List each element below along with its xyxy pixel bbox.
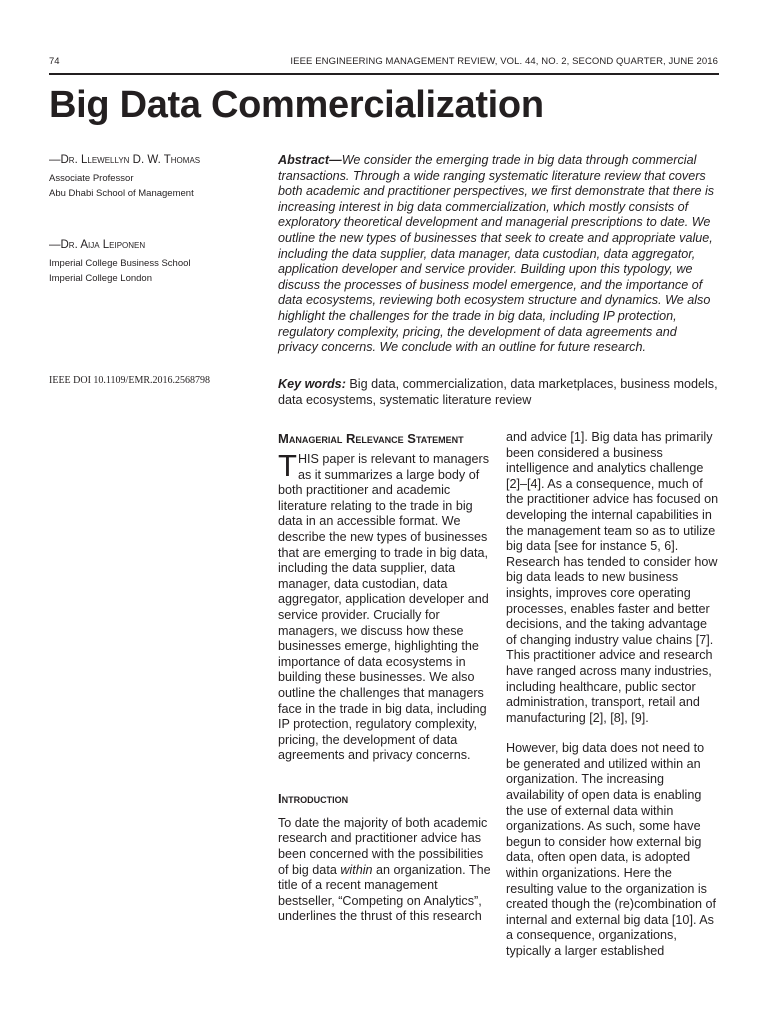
page-number: 74 <box>49 56 60 67</box>
author-affiliation: Associate Professor <box>49 173 134 184</box>
author-block-2 <box>49 239 269 286</box>
body-column-right <box>506 430 719 960</box>
drop-cap: T <box>278 448 297 483</box>
keywords-label: Key words: <box>278 377 346 391</box>
section-heading-managerial: Managerial Relevance Statement <box>278 431 464 446</box>
author-name: —Dr. Llewellyn D. W. Thomas <box>49 154 201 166</box>
header-rule <box>49 73 719 75</box>
abstract <box>278 153 720 356</box>
abstract-text: We consider the emerging trade in big data through commercial transactions. Through a wide ranging systematic literature review that covers both academic and practitioner perspectives, we first demonstrate that there is increasing interest in big data commercialization, which mostly consists of exploratory theoretical development and managerial prescriptions to date. We outline the new types of businesses that seek to create and appropriate value, including the data supplier, data manager, data custodian, data aggregator, application developer and service provider. Building upon this typology, we discuss the processes of business model emergence, and the importance of data ecosystems, reviewing both ecosystem structure and dynamics. We also highlight the challenges for the trade in big data, including IP protection, regulatory complexity, pricing, the development of data agreements and privacy concerns. We conclude with an outline for future research. <box>278 153 715 355</box>
intro-text: To date the majority of both academic research and practitioner advice has been concerned with the possibilities of big data <box>278 815 488 877</box>
intro-text-continued: an organization. The title of a recent management bestseller, “Competing on Analytics”, underlines the thrust of this research <box>278 862 491 924</box>
author-affiliation: Abu Dhabi School of Management <box>49 188 194 199</box>
author-name: —Dr. Aija Leiponen <box>49 239 146 251</box>
body-paragraph-2: However, big data does not need to be generated and utilized within an organization. The increasing availability of open data is enabling the use of external data within organizations. As such, some have begun to consider how external big data, often open data, is adopted within organizations. Here the resulting value to the organization is created though the (re)combination of internal and external big data [10]. As a consequence, organizations, typically a larger established <box>506 741 717 958</box>
author-affiliation: Imperial College London <box>49 273 152 284</box>
keywords <box>278 377 720 408</box>
body-paragraph-1: and advice [1]. Big data has primarily been considered a business intelligence and analytics challenge [2]–[4]. As a consequence, much of the practitioner advice has focused on developing the internal capabilities in the management team so as to utilize big data [see for instance 5, 6]. Research has tended to consider how big data leads to new business insights, improves core operating processes, enables faster and better decisions, and the taking advantage of changing industry value chains [7]. This practitioner advice and research have ranged across many industries, including healthcare, public sector administration, transport, retail and manufacturing [2], [8], [9]. <box>506 430 719 725</box>
managerial-paragraph <box>278 448 491 764</box>
journal-header: IEEE ENGINEERING MANAGEMENT REVIEW, VOL. 44, NO. 2, SECOND QUARTER, JUNE 2016 <box>290 56 718 67</box>
paper-title: Big Data Commercialization <box>49 84 544 126</box>
introduction-paragraph <box>278 816 491 925</box>
body-column-left <box>278 430 491 925</box>
author-affiliation: Imperial College Business School <box>49 258 191 269</box>
intro-emphasis: within <box>340 862 373 877</box>
keywords-text: Big data, commercialization, data marketplaces, business models, data ecosystems, systematic literature review <box>278 377 718 407</box>
abstract-label: Abstract— <box>278 153 342 167</box>
section-heading-introduction: Introduction <box>278 790 349 806</box>
doi-line: IEEE DOI 10.1109/EMR.2016.2568798 <box>49 375 211 386</box>
author-block-1 <box>49 154 269 201</box>
managerial-text: HIS paper is relevant to managers as it summarizes a large body of both practitioner and academic literature relating to the trade in big data in an accessible format. We describe the new types of businesses that are emerging to trade in big data, including the data supplier, data manager, data custodian, data aggregator, application developer and service provider. Crucially for managers, we discuss how these businesses emerge, highlighting the importance of data ecosystems in building these businesses. We also outline the challenges that managers face in the trade in big data, including IP protection, regulatory complexity, pricing, the development of data agreements and privacy concerns. <box>278 452 490 763</box>
